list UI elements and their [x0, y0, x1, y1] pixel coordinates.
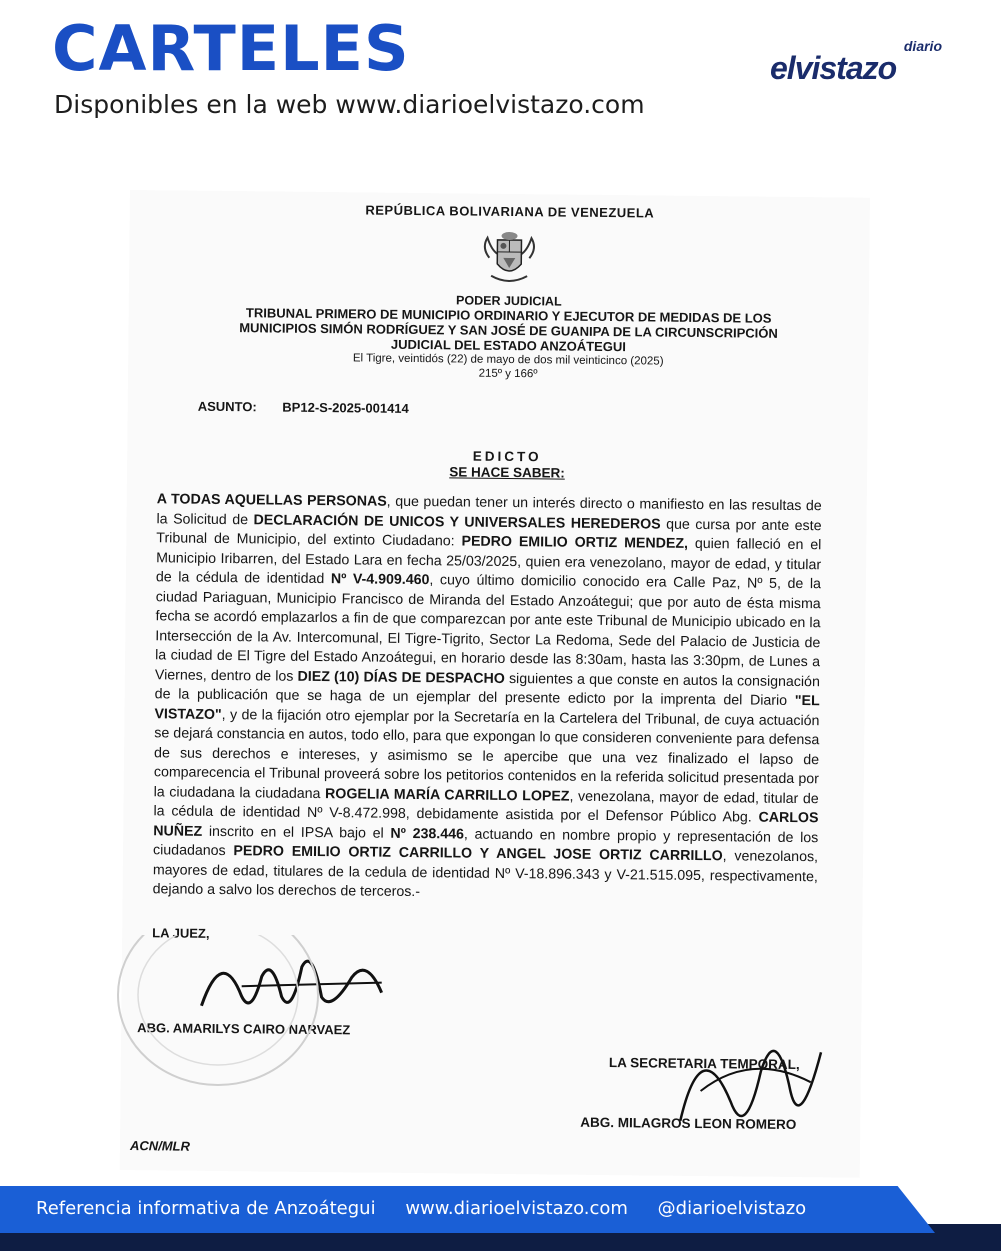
juez-label: LA JUEZ, — [152, 925, 210, 941]
logo-main-text: elvistazo — [770, 50, 897, 86]
logo-small-text: diario — [903, 38, 942, 54]
secretary-signature-icon — [660, 1011, 832, 1163]
body-bold-5: DIEZ (10) DÍAS DE DESPACHO — [297, 668, 505, 687]
body-text-2: que cursa por ante este Tribunal de Municipio, del extinto Ciudadano: — [156, 516, 822, 550]
body-bold-2: DECLARACIÓN DE UNICOS Y UNIVERSALES HEREDEROS — [253, 511, 661, 533]
body-text-5: siguientes a que conste en autos la consignación de la publicación que se haga de un ejemplar del presente edicto por la imprenta del Diario — [154, 670, 820, 709]
body-text-1: , que puedan tener un interés directo o manifiesto en las resultas de la Solicitud de — [156, 493, 822, 528]
elvistazo-logo — [770, 38, 950, 88]
body-bold-7: ROGELIA MARÍA CARRILLO LOPEZ — [325, 785, 570, 805]
footer-reference: Referencia informativa de Anzoátegui — [36, 1198, 376, 1219]
body-bold-3: PEDRO EMILIO ORTIZ MENDEZ, — [461, 533, 689, 552]
body-text-6: , y de la fijación otro ejemplar por la Secretaría en la Cartelera del Tribunal, de cuya actuación se dejará constancia en autos, todo ello, para que expongan lo que consideren conveniente para defensa de sus derechos e intereses, y asimismo se le apercibe que una vez finalizado el lapso de comparecencia el Tribunal proveerá sobre los petitorios contenidos en la referida solicitud presentada por la ciudadana la ciudadana — [153, 706, 820, 802]
asunto-label: ASUNTO: — [197, 398, 257, 415]
document-se-hace-saber: SE HACE SABER: — [449, 464, 565, 481]
body-text-10: , venezolanos, mayores de edad, titulares de la cedula de identidad Nº V-18.896.343 y V-21.515.095, respectivamente, dejando a salvo los derechos de terceros.- — [152, 848, 819, 901]
page-subtitle: Disponibles en la web www.diarioelvistazo.com — [54, 90, 645, 119]
document-asunto — [198, 399, 409, 416]
page-footer — [0, 1186, 1001, 1251]
footer-website-link[interactable]: www.diarioelvistazo.com — [405, 1198, 628, 1219]
document-republic: REPÚBLICA BOLIVARIANA DE VENEZUELA — [365, 202, 655, 221]
body-text-7: , venezolana, mayor de edad, titular de la cédula de identidad Nº V-8.472.998, debidamente asistida por el Defensor Público Abg. — [153, 788, 819, 826]
document-date: El Tigre, veintidós (22) de mayo de dos mil veinticinco (2025) — [352, 352, 664, 368]
document-poder-judicial: PODER JUDICIAL — [455, 293, 562, 309]
body-bold-8: CARLOS NUÑEZ — [153, 809, 819, 840]
body-text-4: , cuyo último domicilio conocido era Calle Paz, Nº 5, de la ciudad Pariaguan, Municipio Francisco de Miranda del Estado Anzoátegui; que por auto de ésta misma fecha se acordó emplazarlos a fin de que comparezcan por ante este Tribunal de Municipio ubicado en la Intersección de la Av. Intercomunal, El Tigre-Tigrito, Sector La Redoma, Sede del Palacio de Justicia de la ciudad de El Tigre del Estado Anzoátegui, en horario desde las 8:30am, hasta las 3:30pm, de Lunes a Viernes, dentro de los — [154, 572, 822, 685]
footer-text — [36, 1198, 806, 1219]
document-year-numbers: 215º y 166º — [478, 367, 538, 381]
secretaria-label: LA SECRETARIA TEMPORAL, — [608, 1055, 800, 1073]
document-initials: ACN/MLR — [129, 1138, 191, 1154]
body-text-9: , actuando en nombre propio y representación de los ciudadanos — [153, 826, 819, 860]
body-text-8: inscrito en el IPSA bajo el — [202, 823, 391, 842]
document-tribunal: TRIBUNAL PRIMERO DE MUNICIPIO ORDINARIO Y EJECUTOR DE MEDIDAS DE LOS MUNICIPIOS SIMÓN RODRÍGUEZ Y SAN JOSÉ DE GUANIPA DE LA CIRCUNSCRIPCIÓN JUDICIAL DEL ESTADO ANZOÁTEGUI — [239, 305, 778, 355]
body-bold-9: Nº 238.446 — [390, 825, 464, 843]
juez-name: ABG. AMARILYS CAIRO NARVAEZ — [137, 1020, 351, 1038]
secretaria-name: ABG. MILAGROS LEON ROMERO — [580, 1114, 797, 1133]
body-bold-10: PEDRO EMILIO ORTIZ CARRILLO Y ANGEL JOSE ORTIZ CARRILLO — [233, 843, 723, 865]
document-edicto-heading: EDICTO — [472, 448, 542, 465]
page-header — [0, 0, 1001, 150]
footer-social-handle[interactable]: @diarioelvistazo — [657, 1198, 807, 1219]
document-body — [153, 490, 822, 906]
asunto-value: BP12-S-2025-001414 — [282, 399, 409, 416]
body-text-3: quien falleció en el Municipio Iribarren, del Estado Lara en fecha 25/03/2025, quien era venezolano, mayor de edad, y titular de la cédula de identidad — [155, 535, 822, 588]
page-title: CARTELES — [52, 12, 410, 85]
court-seal-icon — [108, 935, 338, 1135]
body-bold-4: Nº V-4.909.460 — [330, 571, 430, 589]
body-bold-1: A TODAS AQUELLAS PERSONAS — [156, 491, 387, 510]
coat-of-arms-icon — [479, 228, 540, 291]
body-bold-6: "EL VISTAZO" — [154, 692, 820, 723]
